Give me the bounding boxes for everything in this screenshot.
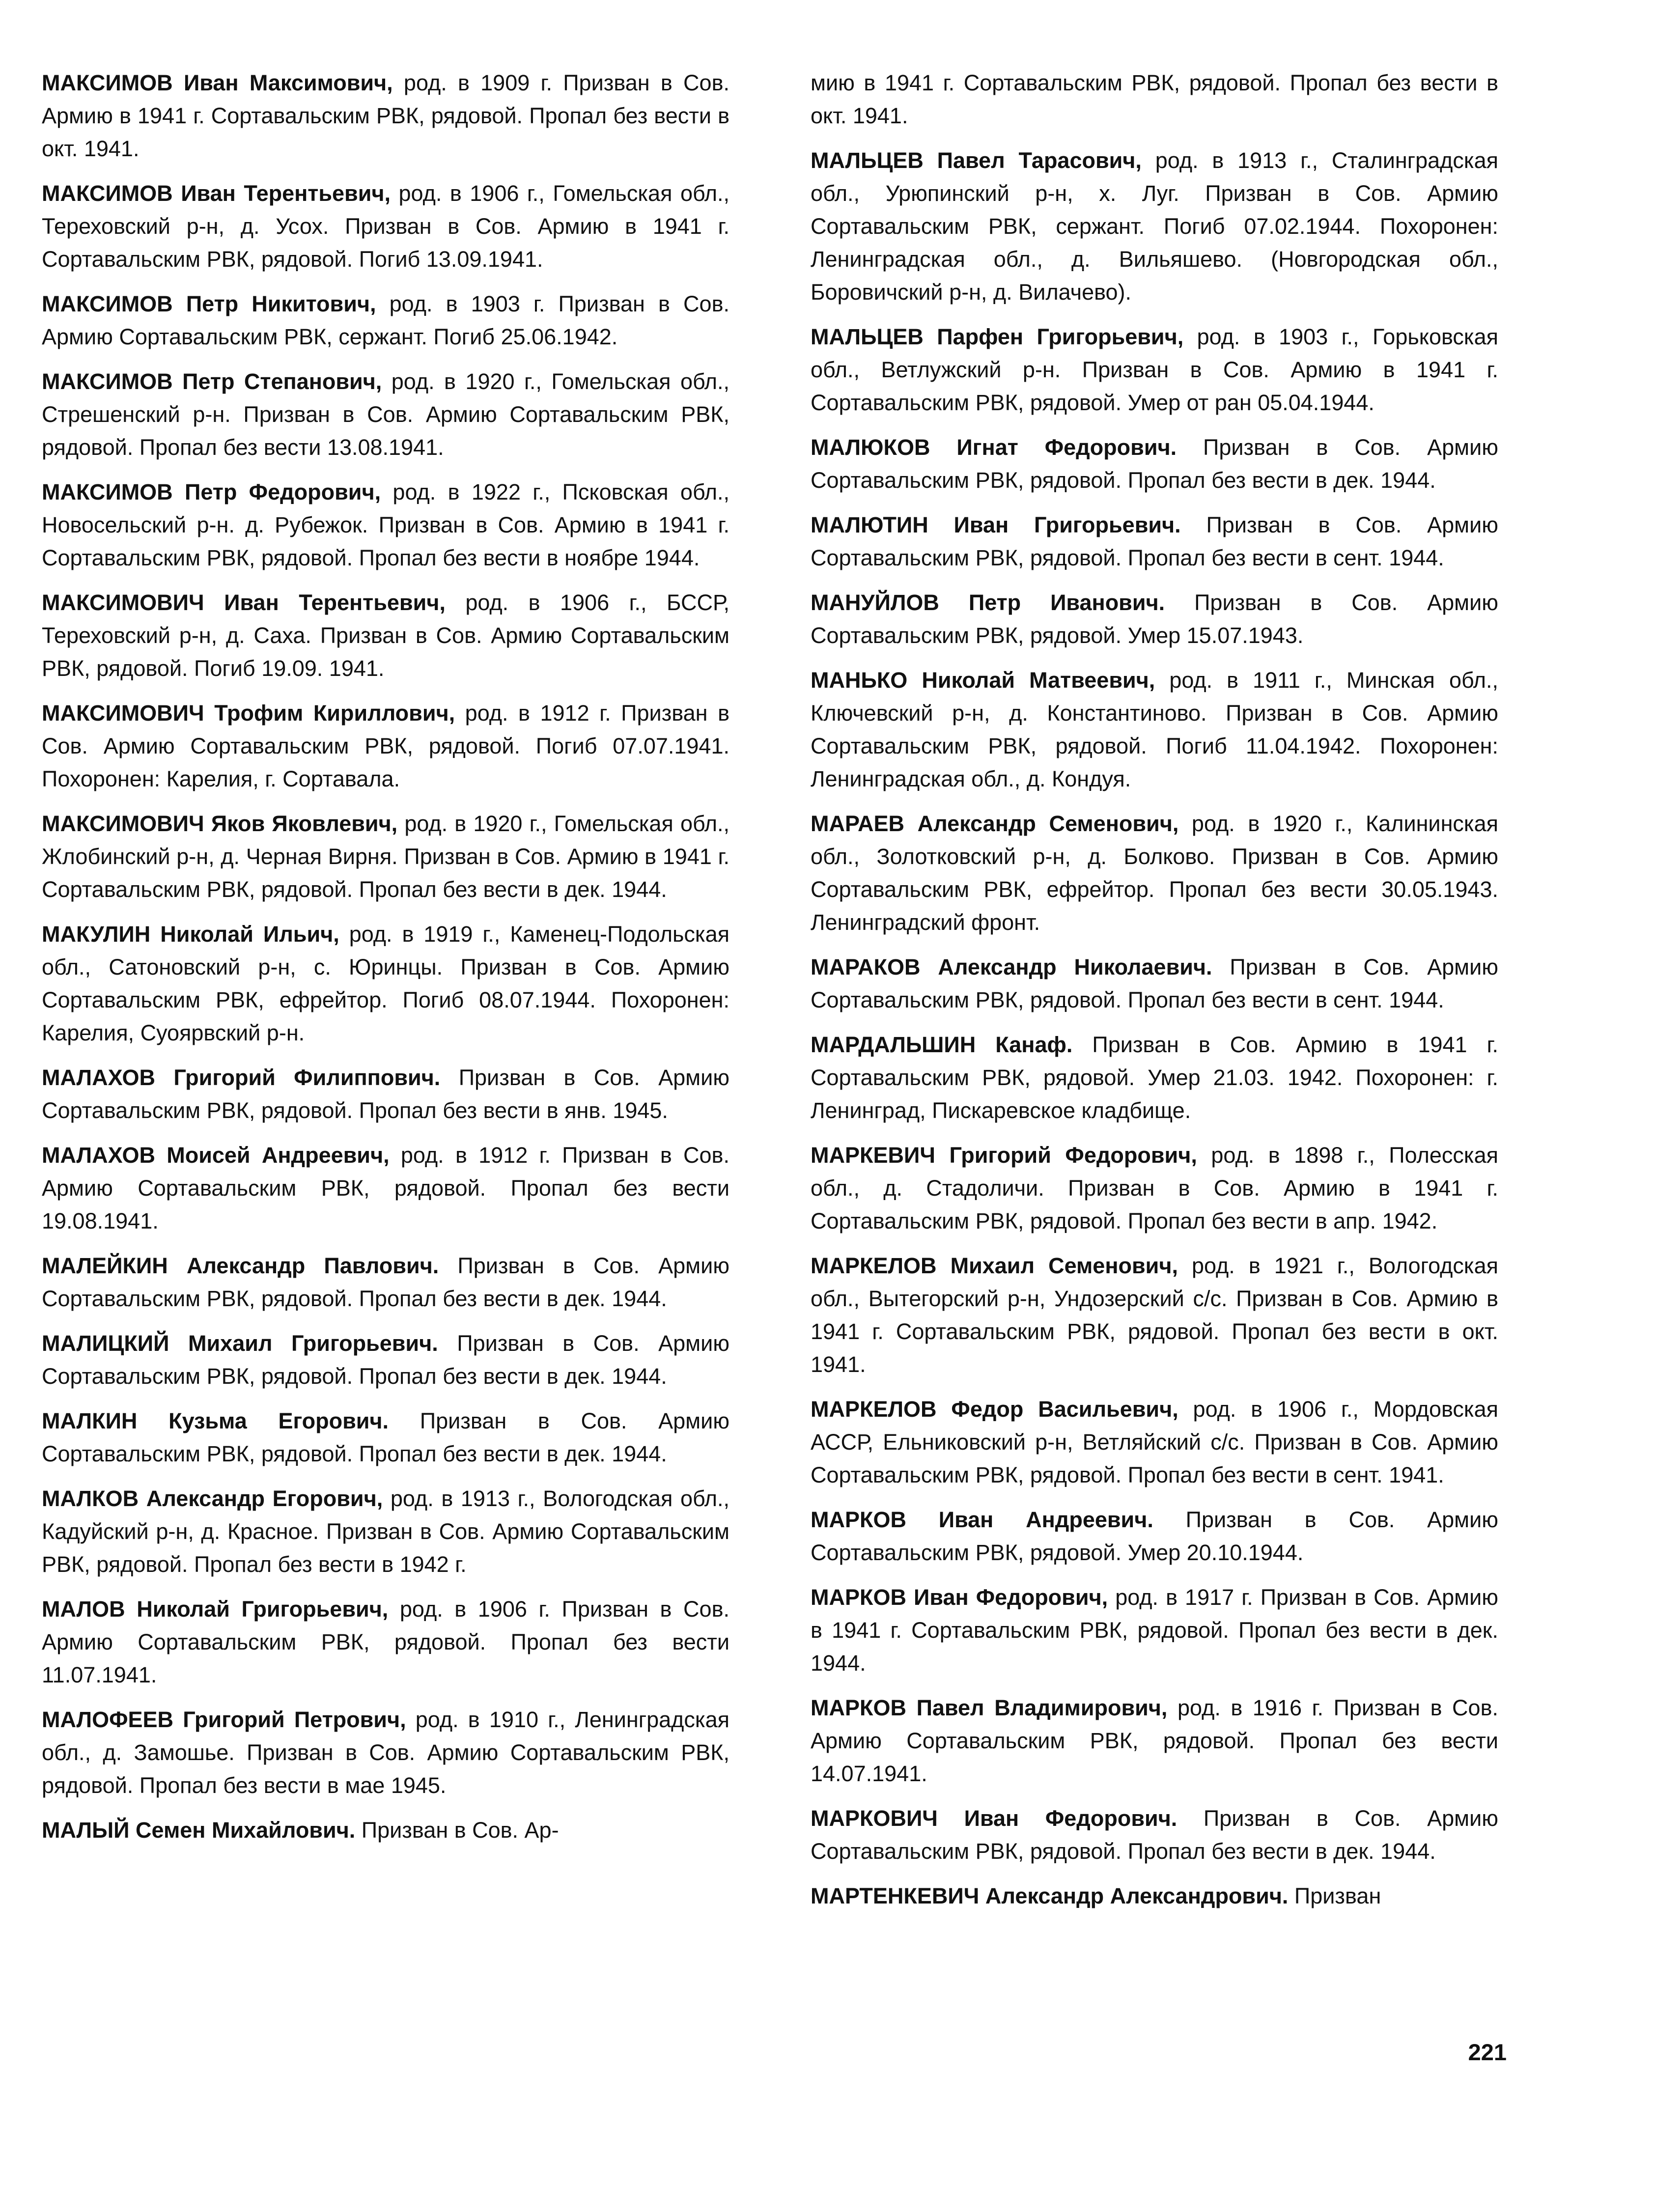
entry-given-name: Кузьма Егорович. [168, 1408, 389, 1433]
entry [811, 1879, 1498, 1912]
entry-text: род. в 1912 г. Призван в Сов. Армию Сортавальским РВК, рядовой. Погиб 07.07.1941. Похоронен: Карелия, г. Сортавала. [42, 700, 729, 791]
entry-surname: МАЛАХОВ [42, 1143, 155, 1168]
entry-text: Призван в Сов. Армию Сортавальским РВК, рядовой. Пропал без вести в сент. 1944. [811, 954, 1498, 1012]
entry-text: Призван в Сов. Армию Сортавальским РВК, рядовой. Пропал без вести в дек. 1944. [811, 1806, 1498, 1864]
entry-surname: МАКСИМОВ [42, 479, 173, 504]
entry [42, 476, 729, 574]
entry-text: род. в 1912 г. Призван в Сов. Армию Сортавальским РВК, рядовой. Пропал без вести 19.08.1941. [42, 1143, 729, 1233]
entry-given-name: Александр Павлович. [186, 1253, 439, 1278]
entry-surname: МАЛОФЕЕВ [42, 1707, 174, 1732]
entry-surname: МАКСИМОВ [42, 369, 173, 394]
entry-text: Призван в Сов. Армию Сортавальским РВК, рядовой. Пропал без вести в дек. 1944. [42, 1331, 729, 1389]
entry-given-name: Петр Иванович. [968, 590, 1165, 615]
entry-text: род. в 1920 г., Гомельская обл., Стрешенский р-н. Призван в Сов. Армию Сортавальским РВК, рядовой. Пропал без вести 13.08.1941. [42, 369, 729, 460]
entry-given-name: Николай Ильич, [160, 922, 339, 947]
entry [811, 144, 1498, 308]
entry-text: род. в 1913 г., Вологодская обл., Кадуйский р-н, д. Красное. Призван в Сов. Армию Сортавальским РВК, рядовой. Пропал без вести в 1942 г. [42, 1486, 729, 1577]
entry [811, 951, 1498, 1016]
entry-given-name: Канаф. [995, 1032, 1073, 1057]
entry-surname: МАЛИЦКИЙ [42, 1331, 169, 1356]
entry-surname: МАРКОВ [811, 1695, 906, 1720]
entry-surname: МАЛАХОВ [42, 1065, 155, 1090]
entry-given-name: Александр Семенович, [917, 811, 1179, 836]
entry-given-name: Семен Михайлович. [136, 1818, 356, 1843]
entry [42, 66, 729, 165]
entry [42, 1249, 729, 1315]
entry-text: род. в 1906 г. Призван в Сов. Армию Сортавальским РВК, рядовой. Пропал без вести 11.07.1941. [42, 1596, 729, 1687]
entry-text: род. в 1906 г., Мордовская АССР, Ельниковский р-н, Ветляйский с/с. Призван в Сов. Армию Сортавальским РВК, рядовой. Пропал без вести в сент. 1941. [811, 1397, 1498, 1487]
entry-given-name: Николай Григорьевич, [137, 1596, 389, 1622]
entry-text: род. в 1903 г., Горьковская обл., Ветлужский р-н. Призван в Сов. Армию в 1941 г. Сортавальским РВК, рядовой. Умер от ран 05.04.1944. [811, 324, 1498, 415]
entry-text: Призван в Сов. Армию Сортавальским РВК, рядовой. Пропал без вести в сент. 1944. [811, 512, 1498, 570]
entry-text: Призван в Сов. Армию Сортавальским РВК, рядовой. Пропал без вести в янв. 1945. [42, 1065, 729, 1123]
entry [42, 918, 729, 1049]
entry [811, 320, 1498, 419]
entry [42, 1061, 729, 1127]
entry-surname: МАРТЕНКЕВИЧ [811, 1883, 980, 1908]
entry-given-name: Григорий Филиппович. [173, 1065, 441, 1090]
entry-given-name: Трофим Кириллович, [214, 700, 455, 726]
entry [811, 586, 1498, 652]
entry-surname: МАРКОВ [811, 1585, 906, 1610]
entry-given-name: Александр Егорович, [146, 1486, 383, 1511]
entry-text: Призван в Сов. Армию Сортавальским РВК, рядовой. Пропал без вести в дек. 1944. [42, 1253, 729, 1311]
entry-given-name: Александр Николаевич. [938, 954, 1212, 980]
entry-text: род. в 1911 г., Минская обл., Ключевский р-н, д. Константиново. Призван в Сов. Армию Сортавальским РВК, рядовой. Погиб 11.04.1942. Похоронен: Ленинградская обл., д. Кондуя. [811, 668, 1498, 791]
entry [811, 1028, 1498, 1127]
entry-text: Призван в Сов. Армию в 1941 г. Сортавальским РВК, рядовой. Умер 21.03. 1942. Похоронен: г. Ленинград, Пискаревское кладбище. [811, 1032, 1498, 1123]
entry [42, 1593, 729, 1691]
entry-text: род. в 1903 г. Призван в Сов. Армию Сортавальским РВК, сержант. Погиб 25.06.1942. [42, 291, 729, 349]
entry [811, 1503, 1498, 1569]
entry-text: мию в 1941 г. Сортавальским РВК, рядовой. Пропал без вести в окт. 1941. [811, 70, 1498, 128]
entry-surname: МАЛЬЦЕВ [811, 324, 924, 349]
entry-given-name: Петр Никитович, [186, 291, 376, 316]
entry-given-name: Иван Терентьевич, [224, 590, 446, 615]
entry-text: род. в 1909 г. Призван в Сов. Армию в 1941 г. Сортавальским РВК, рядовой. Пропал без вести в окт. 1941. [42, 70, 729, 161]
entry [811, 1581, 1498, 1680]
entry-surname: МАКУЛИН [42, 922, 151, 947]
entry-text: род. в 1917 г. Призван в Сов. Армию в 1941 г. Сортавальским РВК, рядовой. Пропал без вести в дек. 1944. [811, 1585, 1498, 1676]
entry-surname: МАКСИМОВИЧ [42, 590, 204, 615]
entry [42, 287, 729, 353]
entry [42, 1404, 729, 1470]
entry-given-name: Моисей Андреевич, [167, 1143, 390, 1168]
entry-surname: МАРКОВИЧ [811, 1806, 938, 1831]
entry-text: род. в 1898 г., Полесская обл., д. Стадоличи. Призван в Сов. Армию в 1941 г. Сортавальским РВК, рядовой. Пропал без вести в апр. 1942. [811, 1143, 1498, 1233]
entry-text: род. в 1906 г., Гомельская обл., Тереховский р-н, д. Усох. Призван в Сов. Армию в 1941 г. Сортавальским РВК, рядовой. Погиб 13.09.1941. [42, 181, 729, 272]
entry-text: Призван в Сов. Ар- [355, 1818, 559, 1843]
entry [42, 586, 729, 685]
entry-surname: МАЛЕЙКИН [42, 1253, 168, 1278]
entry-given-name: Иван Григорьевич. [953, 512, 1181, 537]
entry-text: Призван в Сов. Армию Сортавальским РВК, рядовой. Умер 20.10.1944. [811, 1507, 1498, 1565]
entry-surname: МАКСИМОВ [42, 291, 173, 316]
entry-surname: МАРДАЛЬШИН [811, 1032, 976, 1057]
entry [811, 1802, 1498, 1868]
entry-text: Призван в Сов. Армию Сортавальским РВК, рядовой. Пропал без вести в дек. 1944. [42, 1408, 729, 1466]
entry [811, 508, 1498, 574]
entry-given-name: Иван Максимович, [183, 70, 393, 95]
right-column [811, 66, 1498, 1924]
entry-text: Призван в Сов. Армию Сортавальским РВК, рядовой. Умер 15.07.1943. [811, 590, 1498, 648]
left-column [42, 66, 729, 1858]
entry-surname: МАРКОВ [811, 1507, 906, 1532]
entry-given-name: Петр Степанович, [182, 369, 382, 394]
entry-surname: МАРАЕВ [811, 811, 905, 836]
entry-surname: МАРКЕВИЧ [811, 1143, 935, 1168]
entry-surname: МАРАКОВ [811, 954, 921, 980]
entry-surname: МАЛЮТИН [811, 512, 928, 537]
entry-given-name: Михаил Григорьевич. [188, 1331, 438, 1356]
entry [42, 365, 729, 464]
entry [811, 1691, 1498, 1790]
entry-given-name: Иван Терентьевич, [181, 181, 391, 206]
entry-surname: МАНУЙЛОВ [811, 590, 939, 615]
entry-surname: МАЛОВ [42, 1596, 125, 1622]
entry-text: род. в 1919 г., Каменец-Подольская обл., Сатоновский р-н, с. Юринцы. Призван в Сов. Армию Сортавальским РВК, ефрейтор. Погиб 08.07.1944. Похоронен: Карелия, Суоярвский р-н. [42, 922, 729, 1045]
entry [42, 1139, 729, 1237]
entry [42, 1814, 729, 1847]
entry-given-name: Николай Матвеевич, [922, 668, 1155, 693]
entry-surname: МАКСИМОВИЧ [42, 811, 204, 836]
entry [42, 807, 729, 906]
entry-surname: МАЛЬЦЕВ [811, 148, 924, 173]
entry-text: род. в 1916 г. Призван в Сов. Армию Сортавальским РВК, рядовой. Пропал без вести 14.07.1941. [811, 1695, 1498, 1786]
entry-given-name: Павел Тарасович, [937, 148, 1142, 173]
entry-surname: МАРКЕЛОВ [811, 1397, 937, 1422]
entry [811, 66, 1498, 132]
entry [811, 1139, 1498, 1237]
entry-given-name: Парфен Григорьевич, [937, 324, 1184, 349]
entry-given-name: Петр Федорович, [185, 479, 381, 504]
entry-text: род. в 1920 г., Калининская обл., Золотковский р-н, д. Болково. Призван в Сов. Армию Сортавальским РВК, ефрейтор. Пропал без вести 30.05.1943. Ленинградский фронт. [811, 811, 1498, 935]
entry [42, 177, 729, 276]
entry-text: род. в 1913 г., Сталинградская обл., Урюпинский р-н, х. Луг. Призван в Сов. Армию Сортавальским РВК, сержант. Погиб 07.02.1944. Похоронен: Ленинградская обл., д. Вильяшево. (Новгородская обл., Боровичский р-н, д. Вилачево). [811, 148, 1498, 305]
entry [811, 807, 1498, 939]
entry-text: Призван [1288, 1883, 1381, 1908]
entry-surname: МАЛЫЙ [42, 1818, 130, 1843]
entry [42, 1482, 729, 1581]
entry-text: род. в 1910 г., Ленинградская обл., д. Замошье. Призван в Сов. Армию Сортавальским РВК, рядовой. Пропал без вести в мае 1945. [42, 1707, 729, 1798]
entry-text: Призван в Сов. Армию Сортавальским РВК, рядовой. Пропал без вести в дек. 1944. [811, 435, 1498, 493]
entry [42, 1703, 729, 1802]
entry-given-name: Павел Владимирович, [916, 1695, 1168, 1720]
entry [811, 1393, 1498, 1491]
entry-text: род. в 1920 г., Гомельская обл., Жлобинский р-н, д. Черная Вирня. Призван в Сов. Армию в 1941 г. Сортавальским РВК, рядовой. Пропал без вести в дек. 1944. [42, 811, 729, 902]
entry-given-name: Иван Федорович, [914, 1585, 1108, 1610]
entry-given-name: Григорий Петрович, [183, 1707, 406, 1732]
entry-surname: МАРКЕЛОВ [811, 1253, 937, 1278]
entry-text: род. в 1921 г., Вологодская обл., Вытегорский р-н, Ундозерский с/с. Призван в Сов. Армию в 1941 г. Сортавальским РВК, рядовой. Пропал без вести в окт. 1941. [811, 1253, 1498, 1377]
entry-surname: МАКСИМОВ [42, 181, 173, 206]
entry-given-name: Иван Федорович. [964, 1806, 1177, 1831]
entry-surname: МАЛЮКОВ [811, 435, 930, 460]
entry-text: род. в 1922 г., Псковская обл., Новосельский р-н. д. Рубежок. Призван в Сов. Армию в 1941 г. Сортавальским РВК, рядовой. Пропал без вести в ноябре 1944. [42, 479, 729, 570]
page-number: 221 [1468, 2039, 1507, 2065]
entry-given-name: Григорий Федорович, [949, 1143, 1197, 1168]
entry-given-name: Федор Васильевич, [951, 1397, 1178, 1422]
entry-given-name: Иван Андреевич. [938, 1507, 1153, 1532]
entry-surname: МАКСИМОВИЧ [42, 700, 204, 726]
entry [811, 431, 1498, 497]
entry-surname: МАНЬКО [811, 668, 908, 693]
entry-given-name: Игнат Федорович. [956, 435, 1177, 460]
entry [42, 1327, 729, 1393]
entry [811, 664, 1498, 795]
entry [811, 1249, 1498, 1381]
entry-surname: МАКСИМОВ [42, 70, 173, 95]
entry-surname: МАЛКИН [42, 1408, 138, 1433]
entry [42, 697, 729, 795]
entry-given-name: Александр Александрович. [985, 1883, 1289, 1908]
entry-surname: МАЛКОВ [42, 1486, 139, 1511]
entry-given-name: Михаил Семенович, [950, 1253, 1178, 1278]
entry-given-name: Яков Яковлевич, [211, 811, 398, 836]
entry-text: род. в 1906 г., БССР, Тереховский р-н, д. Саха. Призван в Сов. Армию Сортавальским РВК, рядовой. Погиб 19.09. 1941. [42, 590, 729, 681]
